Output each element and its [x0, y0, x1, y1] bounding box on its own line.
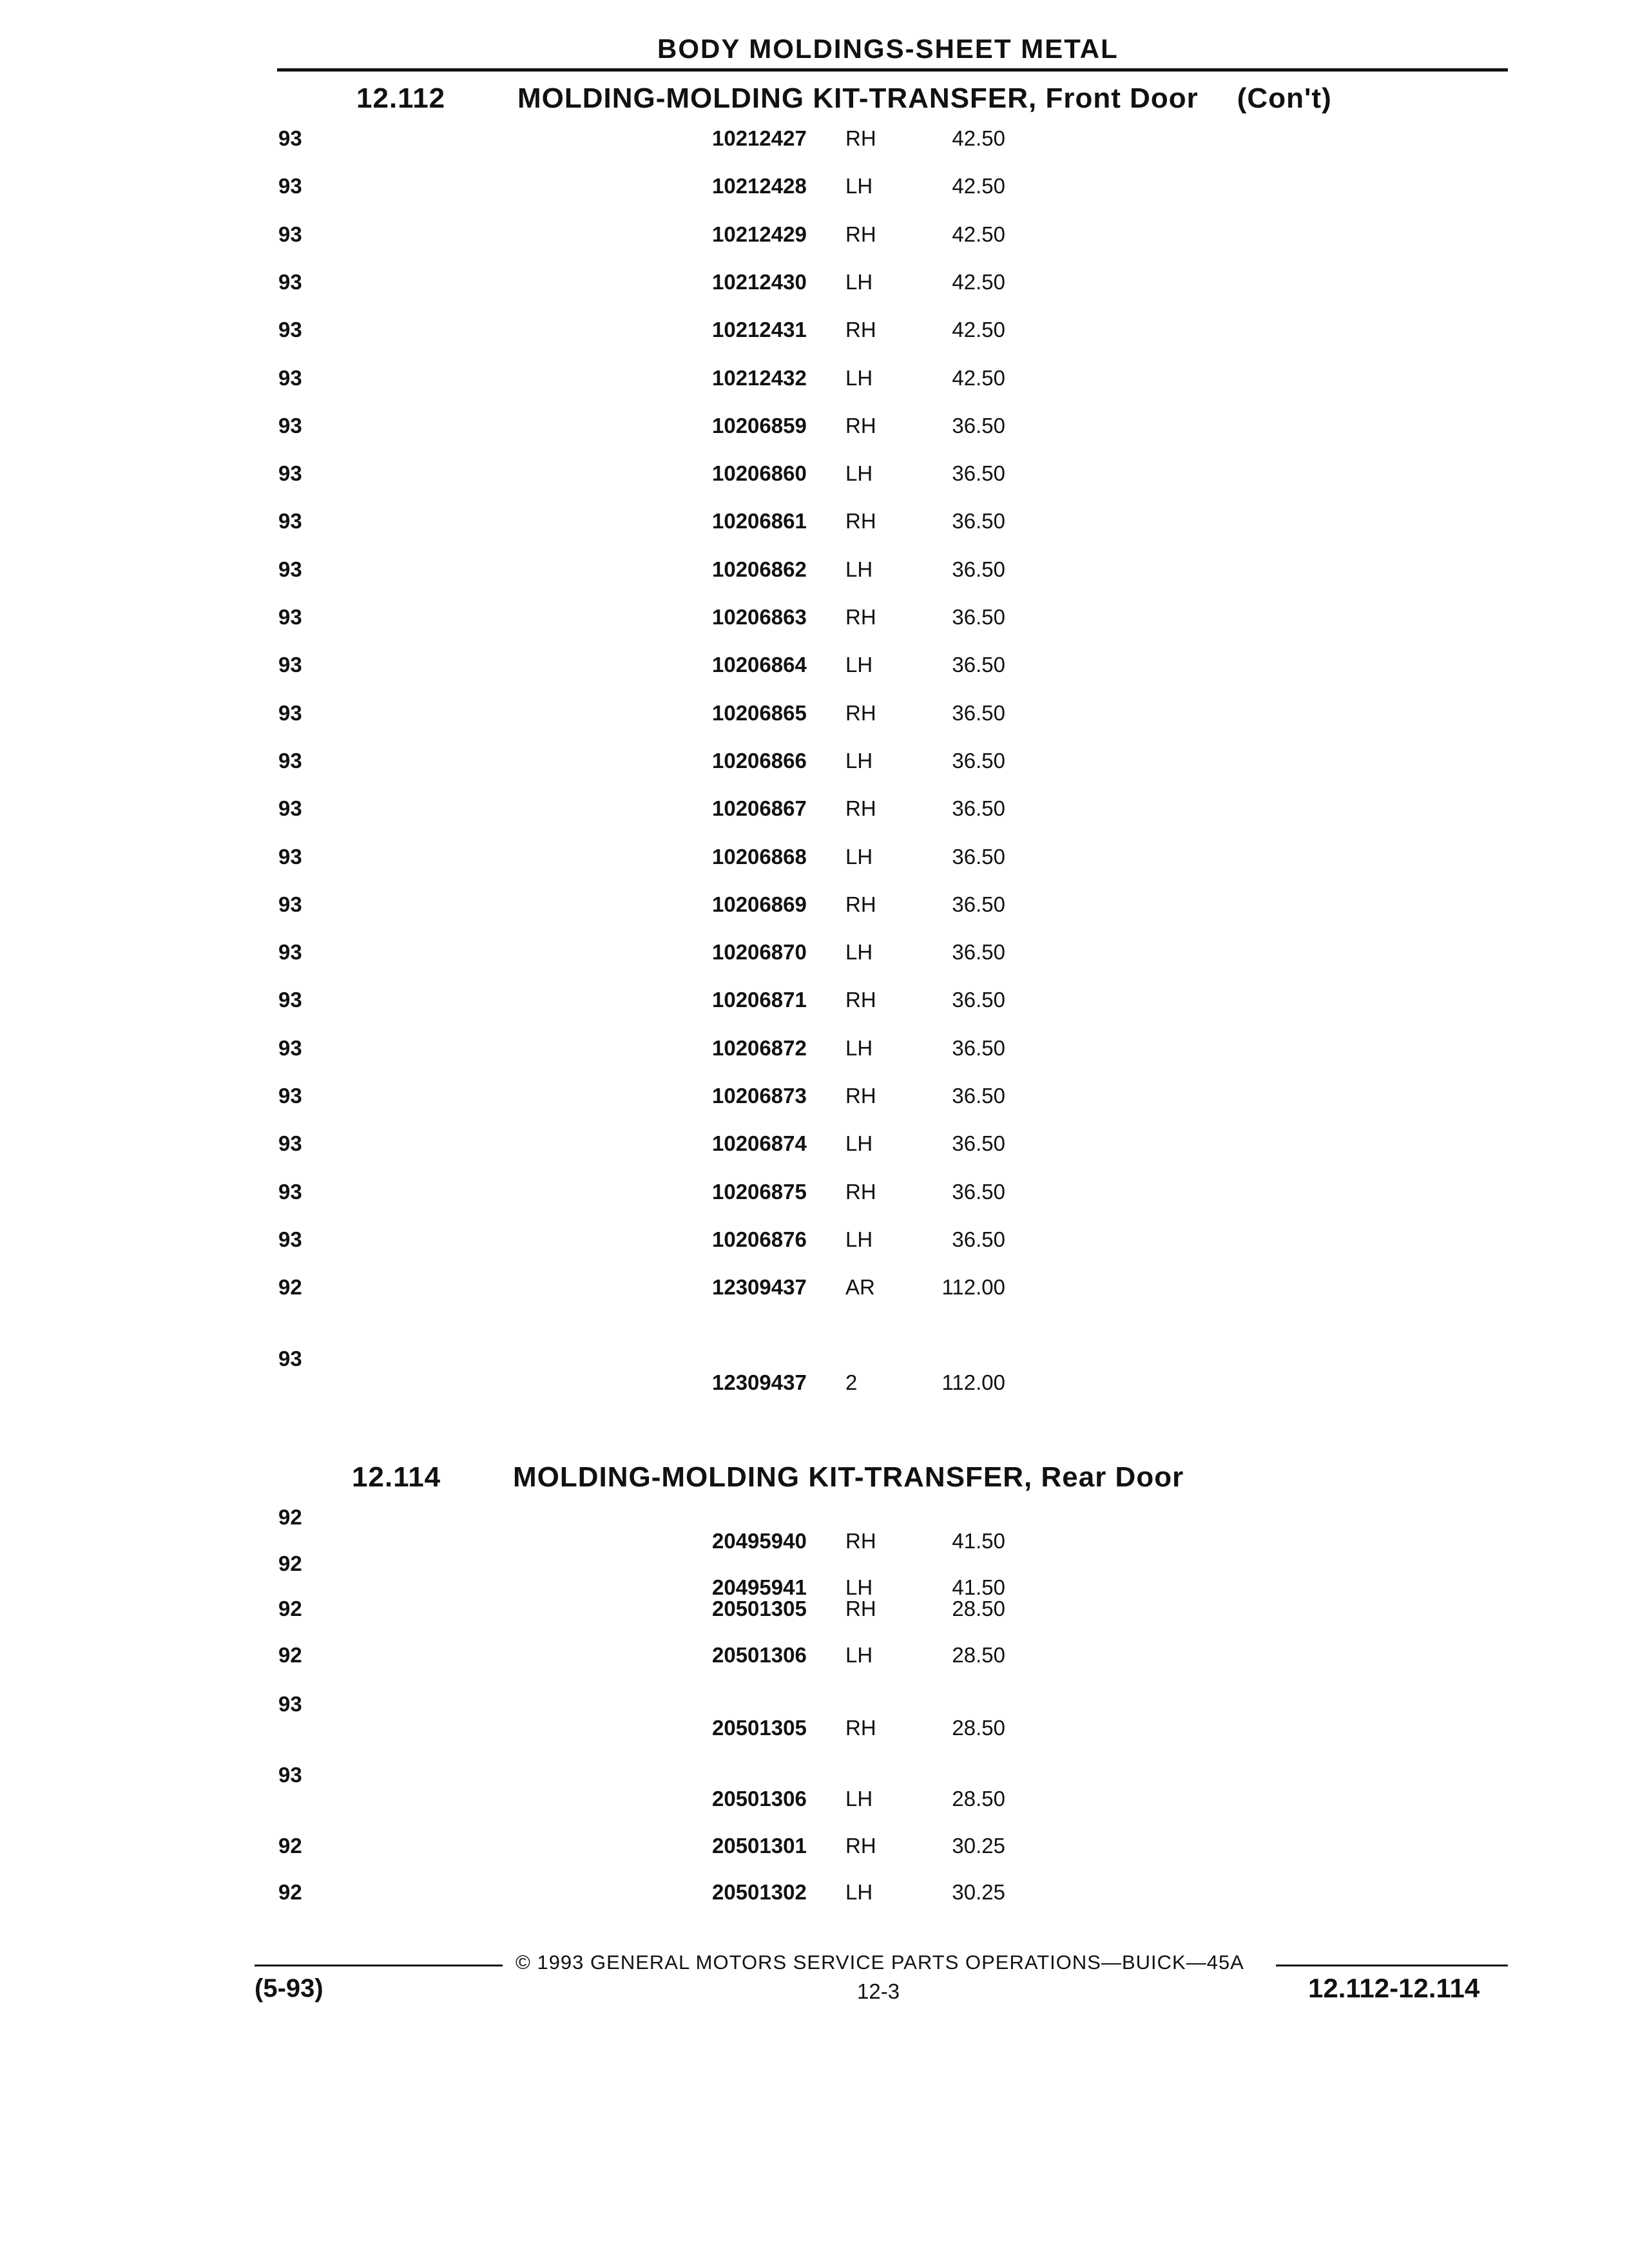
price: 42.50	[952, 222, 1005, 246]
figure-number: 93	[278, 126, 302, 150]
figure-number: 93	[278, 844, 302, 869]
footer-page-number: 12-3	[857, 1979, 900, 2003]
side-code: LH	[845, 844, 873, 869]
side-code: RH	[845, 1529, 876, 1553]
figure-number: 93	[278, 365, 302, 390]
side-code: RH	[845, 509, 876, 533]
section-name: MOLDING-MOLDING KIT-TRANSFER, Rear Door	[513, 1461, 1184, 1493]
footer-rule-right	[1276, 1965, 1508, 1966]
part-number: 12309437	[712, 1370, 807, 1394]
figure-number: 93	[278, 940, 302, 965]
header-rule	[277, 68, 1508, 72]
figure-number: 93	[278, 1179, 302, 1204]
side-code: LH	[845, 365, 873, 390]
side-code: AR	[845, 1275, 875, 1300]
side-code: LH	[845, 461, 873, 486]
side-code: RH	[845, 318, 876, 342]
part-number: 10206867	[712, 796, 807, 821]
price: 41.50	[952, 1529, 1005, 1553]
page-header-title: BODY MOLDINGS-SHEET METAL	[657, 34, 1119, 64]
part-number: 10206868	[712, 844, 807, 869]
price: 36.50	[952, 700, 1005, 725]
side-code: RH	[845, 700, 876, 725]
part-number: 10206876	[712, 1227, 807, 1251]
side-code: LH	[845, 1227, 873, 1251]
part-number: 10206870	[712, 940, 807, 965]
part-number: 10206869	[712, 892, 807, 916]
price: 30.25	[952, 1834, 1005, 1858]
part-number: 20501306	[712, 1787, 807, 1811]
side-code: RH	[845, 413, 876, 437]
part-number: 20501301	[712, 1834, 807, 1858]
price: 36.50	[952, 1035, 1005, 1060]
section-continued: (Con't)	[1237, 82, 1332, 114]
price: 36.50	[952, 844, 1005, 869]
part-number: 10206864	[712, 653, 807, 677]
price: 112.00	[941, 1275, 1005, 1300]
footer-rule-left	[255, 1965, 503, 1966]
price: 36.50	[952, 1084, 1005, 1108]
figure-number: 93	[278, 1347, 302, 1370]
part-number: 12309437	[712, 1275, 807, 1300]
figure-number: 93	[278, 700, 302, 725]
price: 42.50	[952, 365, 1005, 390]
figure-number: 92	[278, 1597, 302, 1620]
section-name: MOLDING-MOLDING KIT-TRANSFER, Front Door	[517, 82, 1199, 114]
price: 28.50	[952, 1716, 1005, 1740]
figure-number: 92	[278, 1552, 302, 1575]
price: 36.50	[952, 461, 1005, 486]
side-code: LH	[845, 748, 873, 773]
side-code: RH	[845, 988, 876, 1012]
part-number: 10206862	[712, 557, 807, 581]
part-number: 10212430	[712, 269, 807, 294]
price: 36.50	[952, 557, 1005, 581]
part-number: 10206861	[712, 509, 807, 533]
side-code: RH	[845, 1597, 876, 1620]
side-code: LH	[845, 653, 873, 677]
part-number: 10206873	[712, 1084, 807, 1108]
side-code: RH	[845, 222, 876, 246]
side-code: 2	[845, 1370, 858, 1394]
figure-number: 93	[278, 653, 302, 677]
figure-number: 93	[278, 796, 302, 821]
figure-number: 93	[278, 1084, 302, 1108]
part-number: 10206860	[712, 461, 807, 486]
price: 28.50	[952, 1787, 1005, 1811]
side-code: RH	[845, 1716, 876, 1740]
price: 36.50	[952, 1227, 1005, 1251]
price: 28.50	[952, 1643, 1005, 1667]
part-number: 10206859	[712, 413, 807, 437]
price: 36.50	[952, 605, 1005, 629]
figure-number: 93	[278, 1035, 302, 1060]
price: 42.50	[952, 318, 1005, 342]
price: 36.50	[952, 796, 1005, 821]
side-code: LH	[845, 1035, 873, 1060]
part-number: 10206875	[712, 1179, 807, 1204]
part-number: 10206872	[712, 1035, 807, 1060]
section-title	[356, 82, 1332, 115]
figure-number: 92	[278, 1643, 302, 1667]
price: 112.00	[941, 1370, 1005, 1394]
section-title	[352, 1461, 1184, 1494]
part-number: 10206866	[712, 748, 807, 773]
part-number: 10206874	[712, 1131, 807, 1156]
figure-number: 92	[278, 1880, 302, 1904]
part-number: 10206871	[712, 988, 807, 1012]
figure-number: 93	[278, 988, 302, 1012]
side-code: RH	[845, 892, 876, 916]
price: 36.50	[952, 1131, 1005, 1156]
figure-number: 93	[278, 557, 302, 581]
price: 36.50	[952, 509, 1005, 533]
figure-number: 93	[278, 1131, 302, 1156]
side-code: LH	[845, 940, 873, 965]
part-number: 20501305	[712, 1716, 807, 1740]
price: 42.50	[952, 174, 1005, 198]
price: 36.50	[952, 653, 1005, 677]
price: 36.50	[952, 413, 1005, 437]
figure-number: 92	[278, 1834, 302, 1858]
section-number: 12.112	[356, 82, 446, 114]
side-code: LH	[845, 1575, 873, 1599]
part-number: 10212429	[712, 222, 807, 246]
price: 42.50	[952, 126, 1005, 150]
figure-number: 93	[278, 892, 302, 916]
figure-number: 93	[278, 1763, 302, 1787]
side-code: RH	[845, 605, 876, 629]
figure-number: 93	[278, 748, 302, 773]
part-number: 10212431	[712, 318, 807, 342]
figure-number: 93	[278, 1692, 302, 1716]
price: 28.50	[952, 1597, 1005, 1620]
side-code: LH	[845, 1787, 873, 1811]
figure-number: 92	[278, 1505, 302, 1529]
part-number: 10206863	[712, 605, 807, 629]
figure-number: 93	[278, 413, 302, 437]
part-number: 20501305	[712, 1597, 807, 1620]
price: 36.50	[952, 748, 1005, 773]
side-code: RH	[845, 1179, 876, 1204]
side-code: LH	[845, 1131, 873, 1156]
footer-date: (5-93)	[255, 1974, 323, 2003]
part-number: 20495941	[712, 1575, 807, 1599]
figure-number: 93	[278, 269, 302, 294]
price: 41.50	[952, 1575, 1005, 1599]
price: 30.25	[952, 1880, 1005, 1904]
figure-number: 92	[278, 1275, 302, 1300]
part-number: 10212428	[712, 174, 807, 198]
price: 36.50	[952, 1179, 1005, 1204]
side-code: RH	[845, 1084, 876, 1108]
side-code: LH	[845, 269, 873, 294]
figure-number: 93	[278, 461, 302, 486]
section-number: 12.114	[352, 1461, 441, 1493]
price: 36.50	[952, 988, 1005, 1012]
part-number: 10206865	[712, 700, 807, 725]
part-number: 20501306	[712, 1643, 807, 1667]
figure-number: 93	[278, 174, 302, 198]
side-code: LH	[845, 557, 873, 581]
figure-number: 93	[278, 509, 302, 533]
figure-number: 93	[278, 1227, 302, 1251]
part-number: 10212432	[712, 365, 807, 390]
figure-number: 93	[278, 222, 302, 246]
side-code: LH	[845, 1643, 873, 1667]
side-code: RH	[845, 1834, 876, 1858]
side-code: LH	[845, 174, 873, 198]
side-code: RH	[845, 796, 876, 821]
figure-number: 93	[278, 605, 302, 629]
footer-copyright: © 1993 GENERAL MOTORS SERVICE PARTS OPERATIONS—BUICK—45A	[516, 1951, 1244, 1974]
figure-number: 93	[278, 318, 302, 342]
part-number: 20501302	[712, 1880, 807, 1904]
part-number: 20495940	[712, 1529, 807, 1553]
part-number: 10212427	[712, 126, 807, 150]
side-code: LH	[845, 1880, 873, 1904]
footer-section-range: 12.112-12.114	[1308, 1973, 1480, 2003]
price: 42.50	[952, 269, 1005, 294]
price: 36.50	[952, 892, 1005, 916]
price: 36.50	[952, 940, 1005, 965]
side-code: RH	[845, 126, 876, 150]
